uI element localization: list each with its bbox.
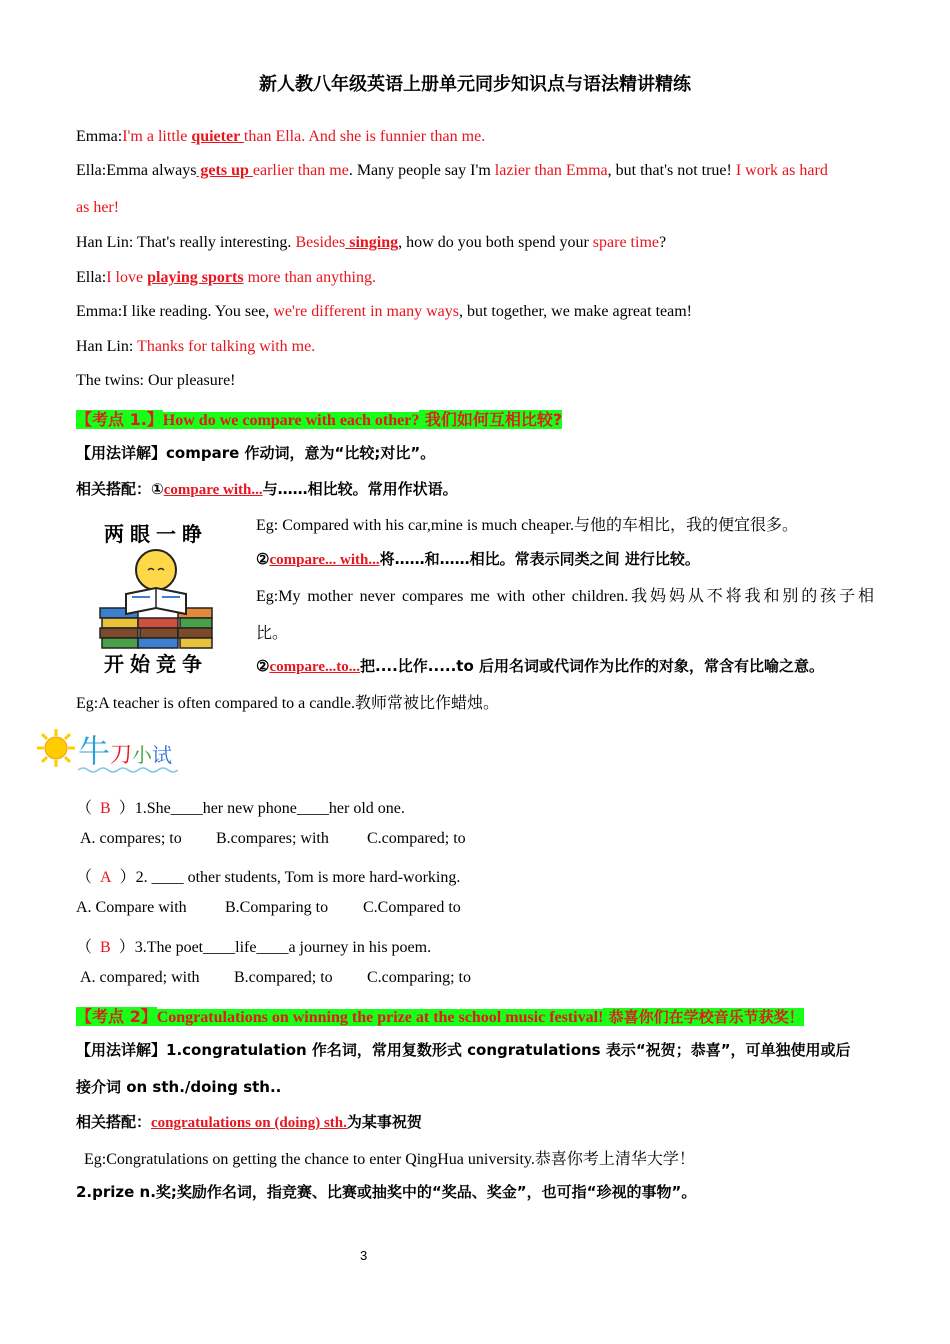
point2-usage: 【用法详解】1.congratulation 作名词，常用复数形式 congratulations 表示“祝贺；恭喜”，可单独使用或后 bbox=[76, 1041, 851, 1059]
point1-usage: 【用法详解】compare 作动词，意为“比较;对比”。 bbox=[76, 444, 436, 462]
dialogue-line-ella-2: Ella:I love playing sports more than anything. bbox=[76, 269, 376, 286]
point1-heading: 【考点 1.】How do we compare with each other? 我们如何互相比较? bbox=[76, 410, 563, 429]
practice-heading: 牛刀小试 bbox=[78, 726, 172, 772]
question-1: （ B ）1.She____her new phone____her old one. bbox=[76, 798, 405, 817]
wavy-underline-decoration bbox=[78, 766, 178, 774]
page-title: 新人教八年级英语上册单元同步知识点与语法精讲精练 bbox=[259, 74, 691, 95]
question-3: （ B ）3.The poet____life____a journey in his poem. bbox=[76, 937, 432, 956]
picture-caption-bottom: 开始竞争 bbox=[104, 652, 208, 676]
point2-heading: 【考点 2】Congratulations on winning the prize at the school music festival! 恭喜你们在学校音乐节获奖！ bbox=[76, 1007, 804, 1026]
point1-example-1: Eg: Compared with his car,mine is much cheaper.与他的车相比，我的便宜很多。 bbox=[256, 517, 798, 534]
point1-collocation-2: ②compare... with...将……和……相比。常表示同类之间 进行比较。 bbox=[256, 550, 700, 568]
point1-collocation-1: 相关搭配：①compare with...与……相比较。常用作状语。 bbox=[76, 480, 458, 498]
student-reading-books-icon bbox=[92, 548, 222, 658]
question-2: （ A ）2. ____ other students, Tom is more hard-working. bbox=[76, 867, 461, 886]
point1-example-2: Eg:My mother never compares me with other children.我妈妈从不将我和别的孩子相 bbox=[256, 588, 874, 605]
point1-example-2-cont: 比。 bbox=[256, 625, 289, 642]
point1-example-3: Eg:A teacher is often compared to a candle.教师常被比作蜡烛。 bbox=[76, 695, 499, 712]
page-number: 3 bbox=[360, 1248, 368, 1263]
dialogue-line-ella-1: Ella:Emma always gets up earlier than me. Many people say I'm lazier than Emma, but that's not true! I work as hard bbox=[76, 162, 828, 179]
point1-collocation-3: ②compare...to...把....比作.....to 后用名词或代词作为比作的对象，常含有比喻之意。 bbox=[256, 657, 824, 675]
point2-prize: 2.prize n.奖;奖励作名词，指竞赛、比赛或抽奖中的“奖品、奖金”，也可指“珍视的事物”。 bbox=[76, 1183, 697, 1201]
point2-collocation: 相关搭配：congratulations on (doing) sth.为某事祝贺 bbox=[76, 1113, 422, 1131]
question-2-options: A. Compare with B.Comparing to C.Compared to bbox=[76, 899, 461, 916]
sun-icon bbox=[36, 728, 76, 768]
dialogue-line-emma-1: Emma:I'm a little quieter than Ella. And she is funnier than me. bbox=[76, 128, 486, 145]
dialogue-line-twins: The twins: Our pleasure! bbox=[76, 372, 236, 389]
question-3-options: A. compared; with B.compared; to C.comparing; to bbox=[80, 969, 471, 986]
dialogue-line-hanlin-2: Han Lin: Thanks for talking with me. bbox=[76, 338, 316, 355]
dialogue-line-ella-1-cont: as her! bbox=[76, 199, 120, 216]
picture-caption-top: 两眼一睁 bbox=[104, 522, 208, 546]
dialogue-line-emma-2: Emma:I like reading. You see, we're different in many ways, but together, we make agreat team! bbox=[76, 303, 692, 320]
point2-example: Eg:Congratulations on getting the chance to enter QingHua university.恭喜你考上清华大学！ bbox=[84, 1151, 695, 1168]
study-cartoon-image bbox=[92, 514, 222, 674]
question-1-options: A. compares; to B.compares; with C.compared; to bbox=[80, 830, 466, 847]
dialogue-line-hanlin-1: Han Lin: That's really interesting. Besides singing, how do you both spend your spare time? bbox=[76, 234, 667, 251]
point2-usage-cont: 接介词 on sth./doing sth.. bbox=[76, 1078, 282, 1096]
